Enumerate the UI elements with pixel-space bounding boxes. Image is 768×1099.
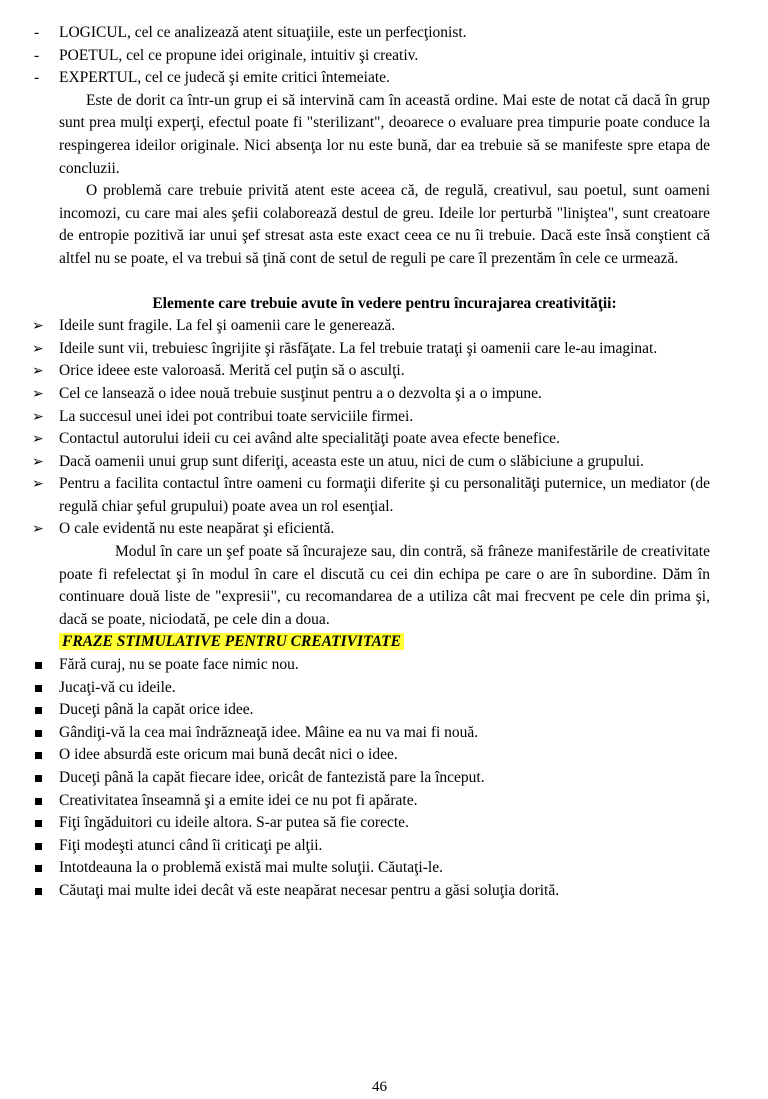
square-bullet-icon (35, 775, 42, 782)
dash-list-item (32, 22, 710, 45)
square-bullet-icon (35, 685, 42, 692)
square-bullet-icon (35, 662, 42, 669)
arrow-item-text: Ideile sunt fragile. La fel şi oamenii care le generează. (59, 317, 396, 335)
bullet-item-text: O idee absurdă este oricum mai bună decât nici o idee. (59, 746, 398, 764)
dash-marker: - (34, 69, 40, 87)
square-bullet-icon (35, 820, 42, 827)
arrow-bullet-icon: ➢ (32, 521, 44, 538)
highlighted-title: FRAZE STIMULATIVE PENTRU CREATIVITATE (59, 633, 404, 650)
bullet-item-text: Jucaţi-vă cu ideile. (59, 678, 176, 696)
bullet-item-text: Duceţi până la capăt fiecare idee, oricât de fantezistă pare la început. (59, 769, 485, 786)
bullet-item-text: Fiţi modeşti atunci când îi criticaţi pe alţii. (59, 836, 323, 854)
arrow-item-text: Pentru a facilita contactul între oameni cu formaţii diferite şi cu personalităţi puternice, un mediator (de regulă chiar şeful grupului) poate avea un rol esenţial. (59, 475, 710, 515)
bullet-item-text: Creativitatea înseamnă şi a emite idei ce nu pot fi apărate. (59, 791, 418, 809)
arrow-list-item (32, 406, 710, 429)
arrow-bullet-icon: ➢ (32, 453, 44, 470)
dash-list-item (32, 45, 710, 68)
dash-marker: - (34, 46, 40, 64)
paragraph-order: Este de dorit ca într-un grup ei să intervină cam în această ordine. Mai este de notat că dacă în grup sunt prea mulţi experţi, efectul poate fi "sterilizant", deoarece o evaluare prea timpurie poate conduce la respingerea ideilor originale. Nici absenţa lor nu este bună, dar ea trebuie să se manifeste spre etapa de concluzii. (59, 91, 710, 177)
arrow-list-item (32, 315, 710, 338)
dash-marker: - (34, 24, 40, 41)
arrow-bullet-icon: ➢ (32, 340, 44, 357)
paragraph-expressions: Modul în care un şef poate să încurajeze sau, din contră, să frâneze manifestările de creativitate poate fi refelectat şi în modul în care el discută cu cei din echipa pe care o are în subordine. Dăm în continuare două liste de "expresii", cu recomandarea de a utiliza cât mai frecvent pe cele din prima şi, dacă se poate, niciodată, pe cele din a doua. (59, 543, 710, 628)
arrow-list-item (32, 428, 710, 451)
square-bullet-icon (35, 843, 42, 850)
bullet-list-item (32, 835, 710, 858)
bullet-list-item (32, 857, 710, 880)
arrow-item-text: O cale evidentă nu este neapărat şi eficientă. (59, 520, 335, 538)
arrow-item-text: La succesul unei idei pot contribui toate serviciile firmei. (59, 407, 414, 425)
bullet-item-text: Fiţi îngăduitori cu ideile altora. S-ar putea să fie corecte. (59, 814, 409, 832)
bullet-list-item (32, 744, 710, 767)
arrow-list-item (32, 360, 710, 383)
bullet-item-text: Gândiţi-vă la cea mai îndrăzneaţă idee. Mâine ea nu va mai fi nouă. (59, 723, 479, 741)
bullet-list-item (32, 767, 710, 790)
square-bullet-icon (35, 798, 42, 805)
bullet-item-text: Duceţi până la capăt orice idee. (59, 701, 254, 719)
bullet-list-item (32, 790, 710, 813)
bullet-item-text: Căutaţi mai multe idei decât vă este neapărat necesar pentru a găsi soluţia dorită. (59, 881, 560, 899)
arrow-list (32, 315, 710, 541)
arrow-bullet-icon: ➢ (32, 431, 44, 448)
page-number: 46 (372, 1079, 387, 1095)
arrow-item-text: Dacă oamenii unui grup sunt diferiţi, aceasta este un atuu, nici de cum o slăbiciune a grupului. (59, 452, 644, 470)
dash-item-text: LOGICUL, cel ce analizează atent situaţiile, este un perfecţionist. (59, 24, 467, 41)
square-bullet-icon (35, 865, 42, 872)
arrow-item-text: Ideile sunt vii, trebuiesc îngrijite şi răsfăţate. La fel trebuie trataţi şi oamenii care le-au imaginat. (59, 339, 658, 357)
bullet-list-item (32, 654, 710, 677)
arrow-item-text: Contactul autorului ideii cu cei având alte specialităţi poate avea efecte benefice. (59, 430, 560, 448)
paragraph-creatives: O problemă care trebuie privită atent este aceea că, de regulă, creativul, sau poetul, sunt oameni incomozi, cu care mai ales şefii colaborează destul de greu. Ideile lor perturbă "liniştea", sunt creatoare de entropie pozitivă iar unui şef stresat asta este exact ceea ce nu îi trebuie. Dacă este însă conştient că altfel nu se poate, el va trebui să ţină cont de setul de reguli pe care îl prezentăm în cele ce urmează. (59, 182, 710, 267)
arrow-list-item (32, 473, 710, 518)
arrow-item-text: Orice ideee este valoroasă. Merită cel puţin să o asculţi. (59, 362, 405, 380)
bullet-list-item (32, 677, 710, 700)
bullet-item-text: Intotdeauna la o problemă există mai multe soluţii. Căutaţi-le. (59, 859, 443, 877)
arrow-list-item (32, 518, 710, 541)
arrow-bullet-icon: ➢ (32, 408, 44, 425)
bullet-list-item (32, 722, 710, 745)
arrow-list-item (32, 383, 710, 406)
arrow-list-item (32, 451, 710, 474)
square-bullet-icon (35, 707, 42, 714)
square-bullet-icon (35, 730, 42, 737)
dash-list-item (32, 67, 710, 90)
arrow-bullet-icon: ➢ (32, 318, 44, 335)
bullet-list-item (32, 812, 710, 835)
section-heading: Elemente care trebuie avute în vedere pentru încurajarea creativităţii: (152, 294, 617, 312)
arrow-list-item (32, 338, 710, 361)
dash-list (32, 22, 710, 90)
arrow-item-text: Cel ce lansează o idee nouă trebuie susţinut pentru a o dezvolta şi a o impune. (59, 384, 542, 402)
square-bullet-icon (35, 888, 42, 895)
page-content (32, 22, 710, 903)
arrow-bullet-icon: ➢ (32, 363, 44, 380)
dash-item-text: EXPERTUL, cel ce judecă şi emite critici întemeiate. (59, 69, 390, 87)
bullet-item-text: Fără curaj, nu se poate face nimic nou. (59, 656, 299, 674)
square-bullet-icon (35, 752, 42, 759)
highlighted-title-line (59, 631, 710, 654)
arrow-bullet-icon: ➢ (32, 385, 44, 402)
bullet-list-item (32, 699, 710, 722)
arrow-bullet-icon: ➢ (32, 476, 44, 493)
bullet-list (32, 654, 710, 903)
dash-item-text: POETUL, cel ce propune idei originale, intuitiv şi creativ. (59, 46, 419, 64)
bullet-list-item (32, 880, 710, 903)
